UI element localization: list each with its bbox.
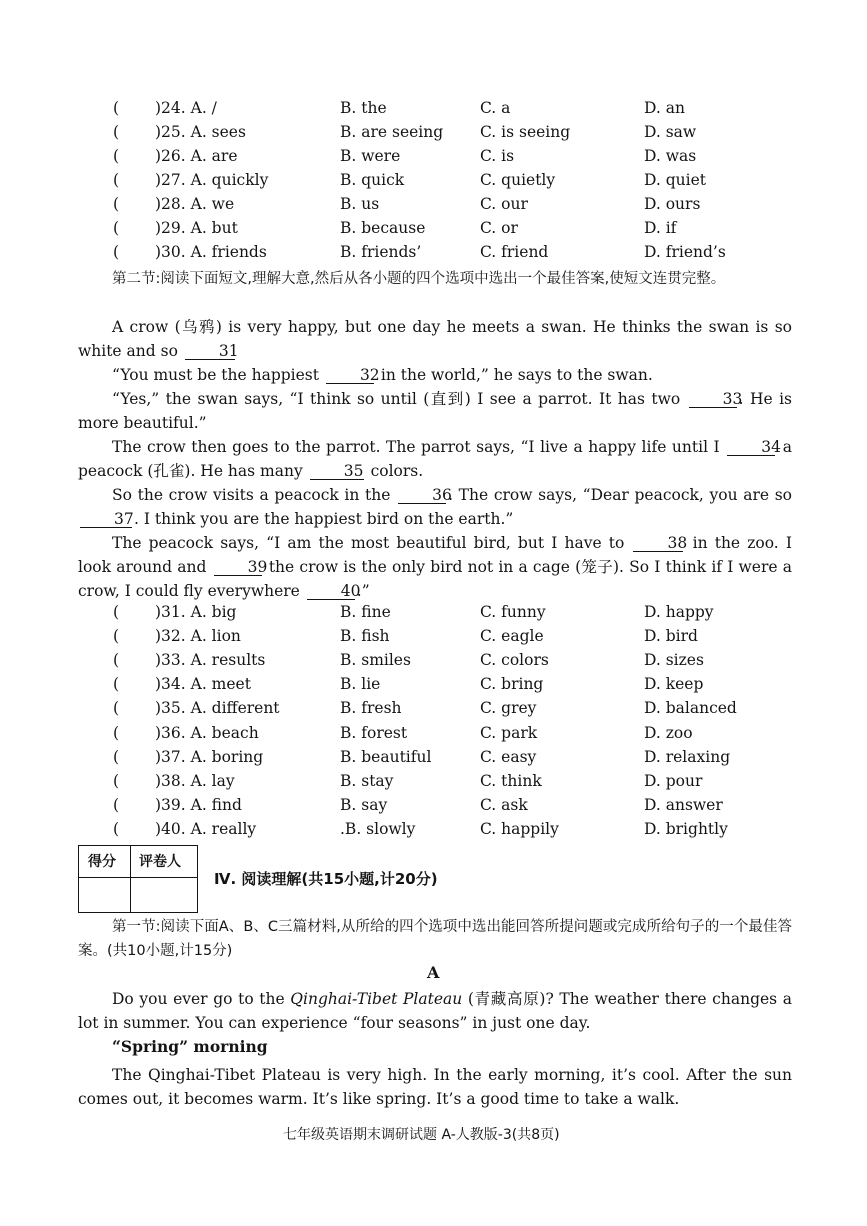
- blank-31[interactable]: 31: [185, 344, 235, 360]
- section4-instruction: 第一节:阅读下面A、B、C三篇材料,从所给的四个选项中选出能回答所提问题或完成所给句子的一个最佳答案。(共10小题,计15分): [78, 919, 792, 959]
- option-b: B. say: [340, 795, 388, 814]
- question-row: [0, 772, 867, 796]
- passage-text: . The crow says, “Dear peacock, you are so: [448, 486, 792, 504]
- passage-text: The crow then goes to the parrot. The parrot says, “I live a happy life until I: [112, 438, 720, 456]
- option-c: C. grey: [480, 699, 537, 718]
- passage-paragraph-6: [78, 531, 792, 603]
- passage-text: a peacock (孔雀). He has many: [78, 438, 792, 480]
- option-d: D. zoo: [644, 723, 693, 742]
- option-d: D. balanced: [644, 699, 737, 718]
- reading-text: (青藏高原)? The weather there changes a lot in summer. You can experience “four seasons” in just one day.: [78, 990, 792, 1032]
- question-stem: )24. A. /: [155, 99, 217, 117]
- reading-italic-term: Qinghai-Tibet Plateau: [290, 990, 463, 1008]
- option-c: C. is seeing: [480, 123, 571, 141]
- answer-paren[interactable]: (: [113, 747, 120, 766]
- question-stem: )34. A. meet: [155, 675, 251, 694]
- option-b: B. smiles: [340, 651, 411, 670]
- passage-text: in the world,” he says to the swan.: [380, 366, 653, 384]
- option-d: D. relaxing: [644, 747, 731, 766]
- option-c: C. a: [480, 99, 511, 117]
- question-row: [0, 195, 867, 219]
- question-row: [0, 147, 867, 171]
- option-d: D. pour: [644, 771, 703, 790]
- question-stem: )35. A. different: [155, 699, 280, 718]
- blank-35[interactable]: 35: [310, 464, 364, 480]
- option-b: .B. slowly: [340, 819, 416, 838]
- option-d: D. answer: [644, 795, 723, 814]
- blank-32[interactable]: 32: [326, 368, 374, 384]
- option-c: C. think: [480, 771, 542, 790]
- blank-40[interactable]: 40: [307, 584, 355, 600]
- option-c: C. our: [480, 195, 528, 213]
- option-d: D. if: [644, 219, 677, 237]
- blank-39[interactable]: 39: [214, 560, 262, 576]
- section2-instruction: 第二节:阅读下面短文,理解大意,然后从各小题的四个选项中选出一个最佳答案,使短文连贯完整。: [112, 271, 726, 287]
- option-b: B. us: [340, 195, 380, 213]
- question-stem: )27. A. quickly: [155, 171, 269, 189]
- question-row: [0, 627, 867, 651]
- option-c: C. ask: [480, 795, 528, 814]
- option-c: C. funny: [480, 603, 546, 621]
- question-row: [0, 219, 867, 243]
- option-c: C. eagle: [480, 627, 544, 646]
- passage-text: .”: [356, 582, 370, 600]
- blank-36[interactable]: 36: [398, 488, 446, 504]
- passage-text: The peacock says, “I am the most beautiful bird, but I have to: [112, 534, 625, 552]
- page-footer: 七年级英语期末调研试题 A-人教版-3(共8页): [283, 1127, 560, 1143]
- answer-paren[interactable]: (: [113, 819, 120, 838]
- passage-paragraph-3: [78, 387, 792, 435]
- question-stem: )33. A. results: [155, 651, 266, 670]
- question-row: [0, 724, 867, 748]
- passage-text: colors.: [370, 462, 424, 480]
- score-label: 得分: [88, 854, 116, 870]
- question-row: [0, 675, 867, 699]
- question-stem: )30. A. friends: [155, 243, 267, 261]
- score-box-divider: [130, 846, 131, 912]
- option-b: B. stay: [340, 771, 394, 790]
- answer-paren[interactable]: (: [113, 99, 120, 117]
- answer-paren[interactable]: (: [113, 147, 120, 165]
- question-stem: )36. A. beach: [155, 723, 259, 742]
- option-d: D. an: [644, 99, 685, 117]
- question-stem: )31. A. big: [155, 603, 237, 621]
- reading-a-paragraph-1: [78, 987, 792, 1035]
- answer-paren[interactable]: (: [113, 123, 120, 141]
- question-stem: )39. A. find: [155, 795, 242, 814]
- passage-text: . He is more beautiful.”: [78, 390, 792, 432]
- grader-label: 评卷人: [139, 854, 181, 870]
- option-b: B. beautiful: [340, 747, 432, 766]
- question-stem: )25. A. sees: [155, 123, 246, 141]
- question-stem: )28. A. we: [155, 195, 235, 213]
- option-b: B. forest: [340, 723, 408, 742]
- question-row: [0, 99, 867, 123]
- blank-33[interactable]: 33: [689, 392, 737, 408]
- option-c: C. easy: [480, 747, 537, 766]
- answer-paren[interactable]: (: [113, 795, 120, 814]
- option-c: C. is: [480, 147, 515, 165]
- answer-paren[interactable]: (: [113, 243, 120, 261]
- reading-text: Do you ever go to the: [112, 990, 285, 1008]
- passage-text: So the crow visits a peacock in the: [112, 486, 391, 504]
- passage-text: A crow (乌鸦) is very happy, but one day he meets a swan. He thinks the swan is so white and so: [78, 318, 792, 360]
- option-d: D. bird: [644, 627, 698, 646]
- answer-paren[interactable]: (: [113, 603, 120, 621]
- blank-38[interactable]: 38: [633, 536, 683, 552]
- option-d: D. sizes: [644, 651, 704, 670]
- reading-a-subheading: “Spring” morning: [112, 1037, 268, 1056]
- option-d: D. keep: [644, 675, 704, 694]
- answer-paren[interactable]: (: [113, 195, 120, 213]
- question-row: [0, 820, 867, 844]
- option-c: C. colors: [480, 651, 549, 670]
- reading-a-label: A: [427, 963, 440, 982]
- answer-paren[interactable]: (: [113, 627, 120, 646]
- answer-paren[interactable]: (: [113, 651, 120, 670]
- section4-title: Ⅳ. 阅读理解(共15小题,计20分): [214, 870, 438, 888]
- answer-paren[interactable]: (: [113, 171, 120, 189]
- passage-paragraph-2: [78, 363, 792, 387]
- question-stem: )37. A. boring: [155, 747, 264, 766]
- option-b: B. quick: [340, 171, 405, 189]
- answer-paren[interactable]: (: [113, 699, 120, 718]
- option-b: B. fine: [340, 603, 391, 621]
- answer-paren[interactable]: (: [113, 771, 120, 790]
- question-row: [0, 243, 867, 267]
- option-d: D. happy: [644, 603, 714, 621]
- passage-paragraph-4: [78, 435, 792, 483]
- question-stem: )26. A. are: [155, 147, 238, 165]
- question-row: [0, 699, 867, 723]
- option-b: B. fresh: [340, 699, 402, 718]
- option-b: B. lie: [340, 675, 381, 694]
- option-b: B. friends’: [340, 243, 422, 261]
- question-row: [0, 123, 867, 147]
- option-d: D. brightly: [644, 819, 728, 838]
- question-row: [0, 651, 867, 675]
- option-b: B. fish: [340, 627, 390, 646]
- passage-text: the crow is the only bird not in a cage (笼子). So I think if I were a crow, I could fly everywhere: [78, 558, 792, 600]
- option-d: D. ours: [644, 195, 701, 213]
- answer-paren[interactable]: (: [113, 675, 120, 694]
- blank-34[interactable]: 34: [727, 440, 775, 456]
- option-c: C. park: [480, 723, 538, 742]
- option-b: B. are seeing: [340, 123, 444, 141]
- passage-paragraph-1: [78, 315, 792, 363]
- option-d: D. quiet: [644, 171, 706, 189]
- option-c: C. happily: [480, 819, 559, 838]
- reading-a-paragraph-2: The Qinghai-Tibet Plateau is very high. In the early morning, it’s cool. After the sun comes out, it becomes warm. It’s like spring. It’s a good time to take a walk.: [78, 1066, 792, 1108]
- answer-paren[interactable]: (: [113, 723, 120, 742]
- passage-text: in the zoo. I look around and: [78, 534, 792, 576]
- question-row: [0, 603, 867, 627]
- passage-text: “You must be the happiest: [112, 366, 319, 384]
- question-stem: )38. A. lay: [155, 771, 235, 790]
- option-c: C. or: [480, 219, 518, 237]
- score-box-divider: [79, 877, 197, 878]
- answer-paren[interactable]: (: [113, 219, 120, 237]
- passage-text: . I think you are the happiest bird on the earth.”: [134, 510, 514, 528]
- question-stem: )29. A. but: [155, 219, 238, 237]
- option-c: C. bring: [480, 675, 544, 694]
- score-box: [78, 845, 198, 913]
- passage-text: “Yes,” the swan says, “I think so until (直到) I see a parrot. It has two: [112, 390, 681, 408]
- question-row: [0, 796, 867, 820]
- option-b: B. because: [340, 219, 426, 237]
- blank-37[interactable]: 37: [80, 512, 132, 528]
- question-row: [0, 171, 867, 195]
- question-row: [0, 748, 867, 772]
- option-c: C. friend: [480, 243, 549, 261]
- option-d: D. was: [644, 147, 697, 165]
- question-stem: )32. A. lion: [155, 627, 241, 646]
- option-d: D. friend’s: [644, 243, 726, 261]
- option-c: C. quietly: [480, 171, 556, 189]
- question-stem: )40. A. really: [155, 819, 257, 838]
- option-b: B. were: [340, 147, 401, 165]
- passage-paragraph-5: [78, 483, 792, 531]
- option-d: D. saw: [644, 123, 697, 141]
- option-b: B. the: [340, 99, 387, 117]
